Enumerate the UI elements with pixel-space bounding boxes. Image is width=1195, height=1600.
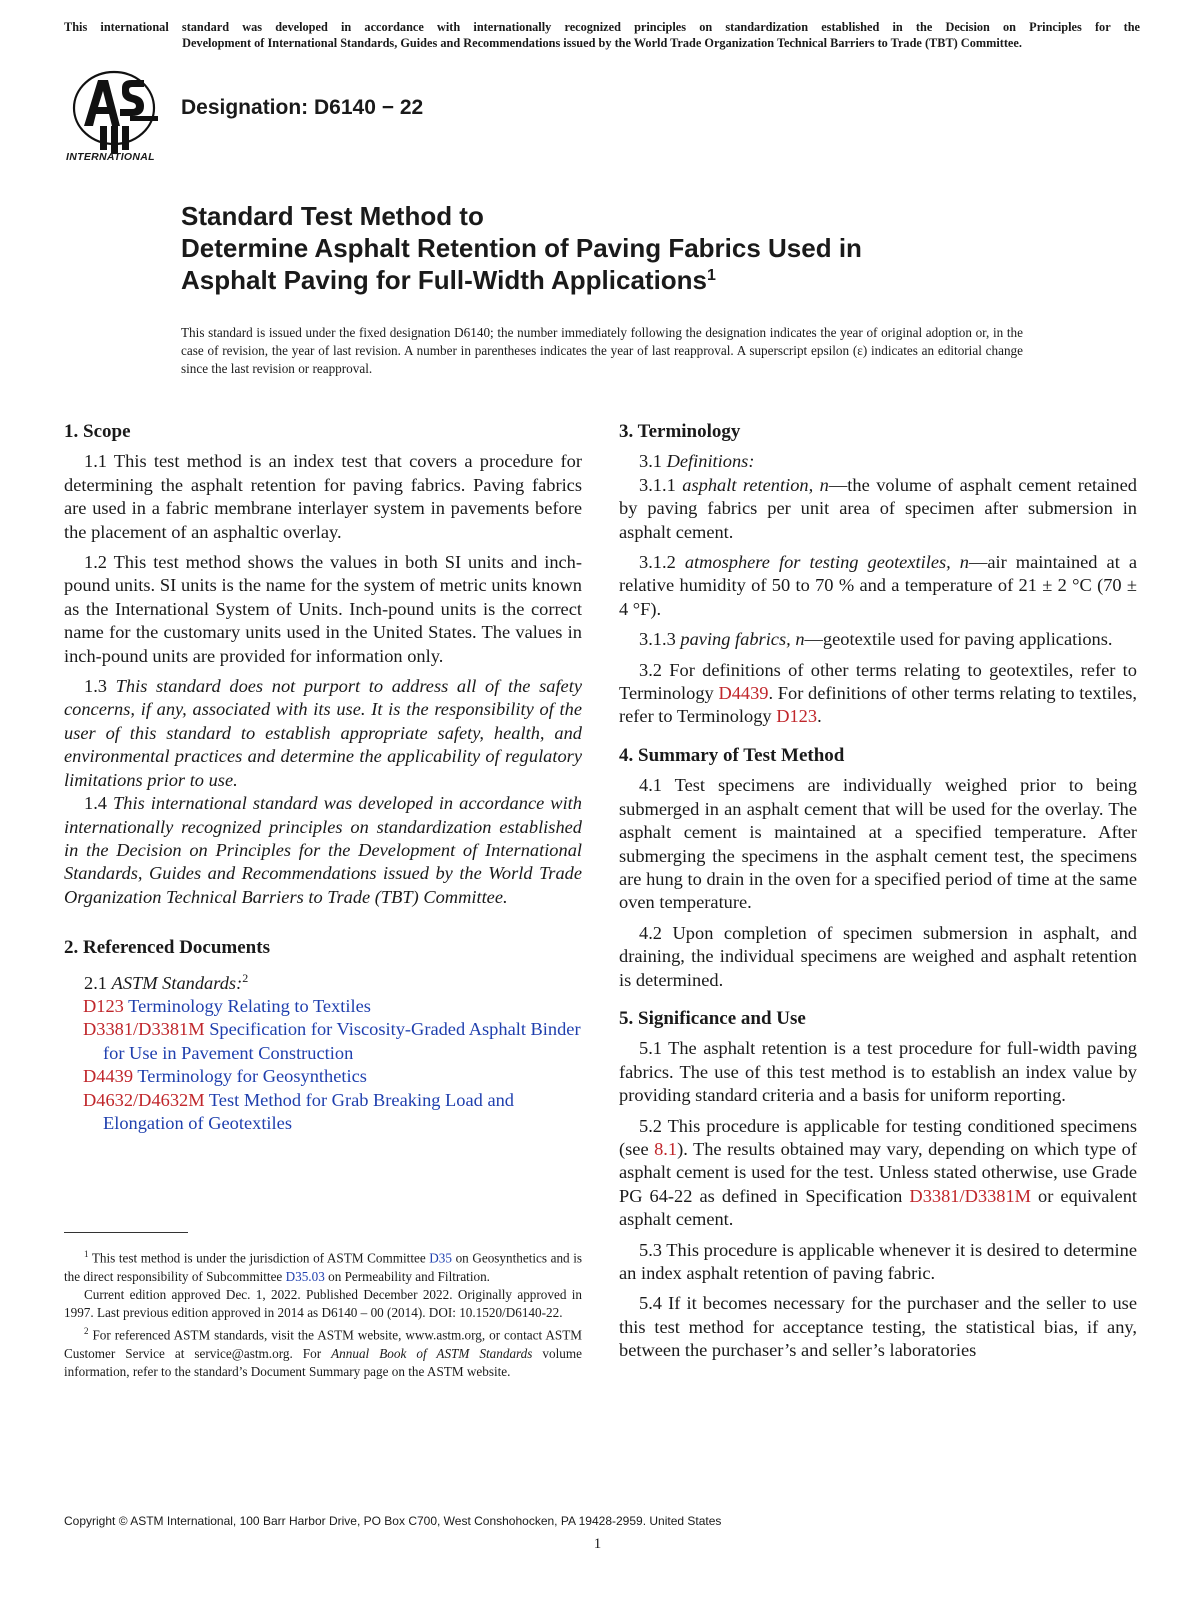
link-section-8-1[interactable]: 8.1 — [654, 1138, 678, 1159]
link-subcommittee-d35-03[interactable]: D35.03 — [285, 1268, 325, 1284]
ref-title[interactable]: Test Method for Grab Breaking Load and Elongation of Geotextiles — [103, 1089, 514, 1134]
para-3-1-2: 3.1.2 atmosphere for testing geotextiles, n—air maintained at a relative humidity of 50 to 70 % and a temperature of 21 ± 2 °C (70 ± 4 °F). — [619, 552, 1137, 619]
link-d123[interactable]: D123 — [776, 706, 818, 727]
para-5-2: 5.2 This procedure is applicable for testing conditioned specimens (see 8.1). The results obtained may vary, depending on which type of asphalt cement is used for the test. Unless stated otherwise, use Grade PG 64-22 as defined in Specification D3381/D3381M or equivalent asphalt cement. — [619, 1115, 1137, 1230]
para-5-4: 5.4 If it becomes necessary for the purchaser and the seller to use this test method for acceptance testing, the statistical bias, if any, between the purchaser’s and seller’s laboratories — [619, 1293, 1137, 1361]
copyright: Copyright © ASTM International, 100 Barr Harbor Drive, PO Box C700, West Conshohocken, PA 19428-2959. United States — [64, 1514, 722, 1528]
section-heading-significance: 5. Significance and Use — [619, 1007, 806, 1029]
wto-notice — [64, 20, 1140, 51]
para-3-2: 3.2 For definitions of other terms relating to geotextiles, refer to Terminology D4439. For definitions of other terms relating to textiles, refer to Terminology D123. — [619, 659, 1137, 727]
para-3-1-1: 3.1.1 asphalt retention, n—the volume of asphalt cement retained by paving fabrics per unit area of specimen after submersion in asphalt cement. — [619, 474, 1137, 542]
section-heading-terminology: 3. Terminology — [619, 421, 741, 442]
title-line-3: Asphalt Paving for Full-Width Applications$^1$ — [181, 265, 716, 295]
title-footnote-marker: 1 — [707, 267, 716, 284]
para-5-3: 5.3 This procedure is applicable whenever it is desired to determine an index asphalt retention of paving fabric. — [619, 1239, 1137, 1283]
page-number: 1 — [593, 1536, 602, 1552]
para-3-1: 3.1 Definitions: — [639, 451, 755, 472]
ref-code[interactable]: D123 — [83, 996, 124, 1017]
ref-title[interactable]: Terminology Relating to Textiles — [128, 996, 371, 1017]
section-heading-referenced-documents: 2. Referenced Documents — [64, 937, 270, 959]
para-1-1: 1.1 This test method is an index test that covers a procedure for determining the asphalt retention for paving fabrics. Paving fabrics are used in a fabric membrane interlayer system in pavements before the placement of an asphaltic overlay. — [64, 451, 582, 542]
wto-notice-line2: Development of International Standards, Guides and Recommendations issued by the World Trade Organization Technical Barriers to Trade (TBT) Committee. — [182, 35, 1022, 50]
wto-notice-line1: This international standard was developed in accordance with internationally recognized principles on standardization established in the Decision on Principles for the — [64, 20, 1140, 34]
para-1-2: 1.2 This test method shows the values in both SI units and inch-pound units. SI units is the name for the system of metric units known as the International System of Units. Inch-pound units is the correct name for the customary units used in the United States. The values in inch-pound units are provided for information only. — [64, 552, 582, 666]
right-column — [619, 420, 1137, 1370]
para-1-3: 1.3 This standard does not purport to address all of the safety concerns, if any, associated with its use. It is the responsibility of the user of this standard to establish appropriate safety, health, and environmental practices and determine the applicability of regulatory limitations prior to use. — [64, 676, 582, 790]
para-5-1: 5.1 The asphalt retention is a test procedure for full-width paving fabrics. The use of this test method is to establish an index value by providing standard criteria and a basis for uniform reporting. — [619, 1038, 1137, 1106]
designation: Designation: D6140 − 22 — [181, 96, 424, 119]
footnote-divider — [64, 1232, 188, 1233]
para-2-1: 2.1 ASTM Standards:$^2$ — [84, 970, 249, 993]
ref-code[interactable]: D3381/D3381M — [83, 1019, 205, 1040]
issue-note: This standard is issued under the fixed designation D6140; the number immediately following the designation indicates the year of original adoption or, in the case of revision, the year of last revision. A number in parentheses indicates the year of last reapproval. A superscript epsilon (ε) indicates an editorial change since the last revision or reapproval. — [181, 325, 1023, 376]
link-d4439[interactable]: D4439 — [718, 683, 769, 704]
section-heading-scope: 1. Scope — [64, 421, 131, 442]
left-column — [64, 420, 582, 1136]
title-line-1: Standard Test Method to — [181, 201, 484, 231]
title-line-2: Determine Asphalt Retention of Paving Fabrics Used in — [181, 233, 862, 263]
para-4-1: 4.1 Test specimens are individually weighed prior to being submerged in an asphalt cement that will be used for the overlay. The asphalt cement is maintained at a specified temperature. After submerging the specimens in the asphalt cement test, the specimens are hung to drain in the oven for a specified period of time at the same oven temperature. — [619, 775, 1137, 913]
section-heading-summary: 4. Summary of Test Method — [619, 744, 845, 766]
ref-title[interactable]: Specification for Viscosity-Graded Asphalt Binder for Use in Pavement Construction — [103, 1019, 581, 1063]
ref-title[interactable]: Terminology for Geosynthetics — [137, 1066, 367, 1087]
astm-logo-text: INTERNATIONAL — [66, 151, 155, 163]
para-1-4: 1.4 This international standard was developed in accordance with internationally recognized principles on standardization established in the Decision on Principles for the Development of International Standards, Guides and Recommendations issued by the World Trade Organization Technical Barriers to Trade (TBT) Committee. — [64, 793, 582, 907]
para-3-1-3: 3.1.3 paving fabrics, n—geotextile used for paving applications. — [639, 629, 1113, 650]
footnote-2: $^2$ For referenced ASTM standards, visit the ASTM website, www.astm.org, or contact ASTM Customer Service at service@astm.org. For Annual Book of ASTM Standards volume information, refer to the standard’s Document Summary page on the ASTM website. — [64, 1326, 582, 1379]
para-4-2: 4.2 Upon completion of specimen submersion in asphalt, and draining, the individual specimens are weighed and asphalt retention is determined. — [619, 922, 1137, 990]
ref-d123[interactable] — [64, 995, 582, 1018]
ref-d4632[interactable] — [64, 1089, 582, 1136]
footnote-edition: Current edition approved Dec. 1, 2022. Published December 2022. Originally approved in 1997. Last previous edition approved in 2014 as D6140 – 00 (2014). DOI: 10.1520/D6140-22. — [64, 1286, 582, 1320]
footnotes — [64, 1245, 582, 1381]
ref-code[interactable]: D4632/D4632M — [83, 1089, 205, 1110]
ref-code[interactable]: D4439 — [83, 1066, 134, 1087]
link-d3381[interactable]: D3381/D3381M — [909, 1185, 1032, 1206]
footnote-1: $^1$ This test method is under the jurisdiction of ASTM Committee D35 on Geosynthetics and is the direct responsibility of Subcommittee D35.03 on Permeability and Filtration. — [64, 1249, 582, 1284]
link-committee-d35[interactable]: D35 — [429, 1250, 452, 1266]
ref-d4439[interactable] — [64, 1065, 582, 1088]
document-title — [181, 200, 862, 296]
ref-d3381[interactable] — [64, 1018, 582, 1065]
